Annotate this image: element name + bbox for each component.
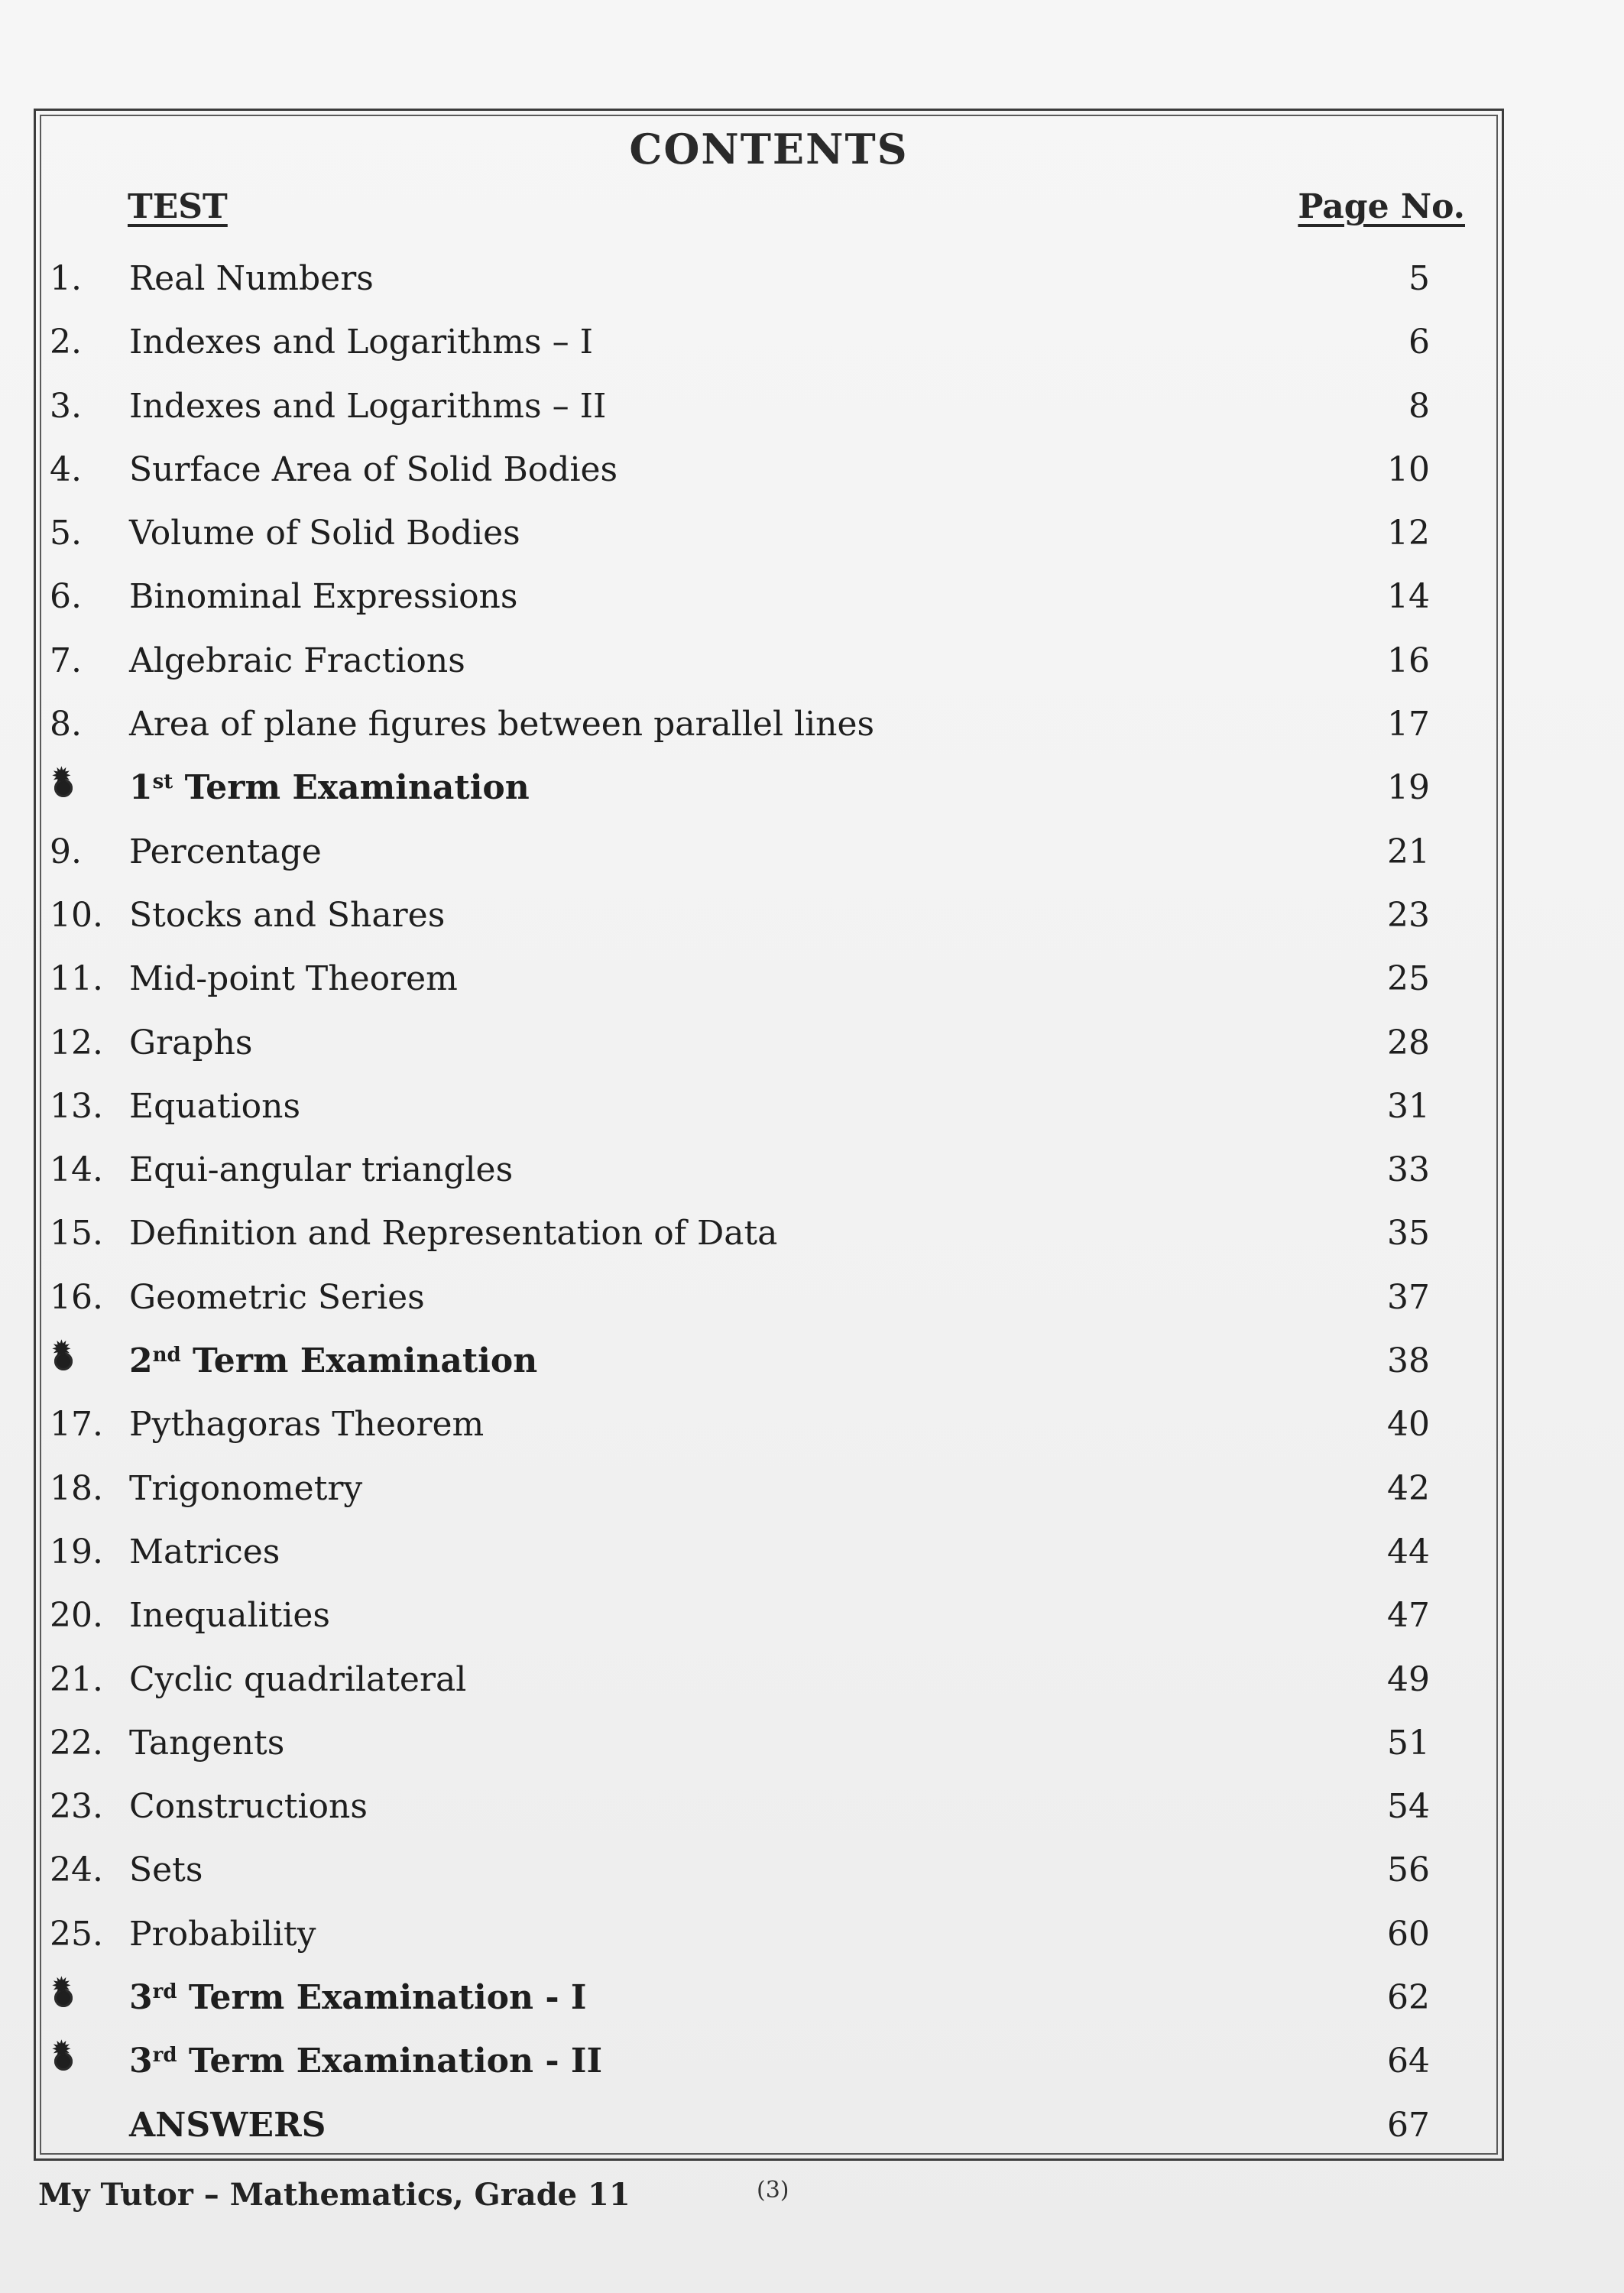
toc-row	[36, 501, 1502, 565]
toc-number: 24.	[50, 1850, 103, 1890]
term-ordinal: 3	[129, 2042, 153, 2081]
toc-number: 7.	[50, 641, 82, 680]
column-header-test: TEST	[128, 187, 228, 226]
toc-number: 14.	[50, 1150, 103, 1190]
column-header-page-no: Page No.	[1298, 187, 1465, 226]
toc-row	[36, 1329, 1502, 1393]
toc-row	[36, 2094, 1502, 2157]
toc-row	[36, 947, 1502, 1010]
term-ordinal: 2	[129, 1341, 153, 1381]
toc-row	[36, 438, 1502, 501]
term-ordinal: 3	[129, 1978, 153, 2018]
toc-title: Percentage	[129, 832, 322, 871]
toc-page-number: 6	[1408, 323, 1430, 362]
toc-page-number: 23	[1387, 895, 1430, 935]
toc-number: 5.	[50, 514, 82, 553]
toc-title: Algebraic Fractions	[129, 641, 465, 680]
toc-title: Volume of Solid Bodies	[129, 514, 520, 553]
toc-number: 15.	[50, 1214, 103, 1254]
column-header-row	[36, 187, 1502, 233]
footer-book-title: My Tutor – Mathematics, Grade 11	[38, 2177, 630, 2213]
toc-page-number: 14	[1387, 577, 1430, 617]
toc-row	[36, 1138, 1502, 1202]
toc-row	[36, 884, 1502, 947]
toc-title: Pythagoras Theorem	[129, 1405, 485, 1445]
toc-title: Real Numbers	[129, 259, 374, 298]
toc-title: Indexes and Logarithms – I	[129, 323, 593, 362]
toc-title: Definition and Representation of Data	[129, 1214, 778, 1254]
toc-row	[36, 1075, 1502, 1138]
toc-title: Surface Area of Solid Bodies	[129, 449, 618, 489]
toc-number: 17.	[50, 1405, 103, 1445]
toc-page-number: 62	[1387, 1978, 1430, 2018]
toc-number: 10.	[50, 895, 103, 935]
toc-page-number: 56	[1387, 1850, 1430, 1890]
toc-row	[36, 1648, 1502, 1711]
toc-list	[36, 247, 1502, 2157]
toc-page-number: 67	[1387, 2105, 1430, 2145]
toc-row	[36, 1266, 1502, 1329]
term-label: Term Examination - II	[177, 2042, 603, 2081]
toc-page-number: 25	[1387, 959, 1430, 999]
toc-number: 18.	[50, 1468, 103, 1508]
bullet-icon	[54, 1352, 73, 1370]
toc-number: 13.	[50, 1086, 103, 1126]
toc-row	[36, 629, 1502, 692]
toc-number: 23.	[50, 1787, 103, 1827]
toc-title: Equi-angular triangles	[129, 1150, 514, 1190]
toc-row	[36, 1838, 1502, 1902]
toc-title	[129, 1329, 537, 1393]
toc-page-number: 49	[1387, 1659, 1430, 1699]
toc-row	[36, 1011, 1502, 1075]
toc-page-number: 42	[1387, 1468, 1430, 1508]
toc-row	[36, 820, 1502, 884]
page-title: CONTENTS	[629, 125, 909, 174]
toc-page-number: 19	[1387, 768, 1430, 808]
bullet-icon	[54, 779, 73, 797]
toc-page-number: 37	[1387, 1277, 1430, 1317]
toc-title: Mid-point Theorem	[129, 959, 458, 999]
term-label: Term Examination - I	[177, 1978, 587, 2018]
toc-title	[129, 2029, 602, 2093]
toc-number: 12.	[50, 1023, 103, 1062]
term-ordinal: 1	[129, 768, 153, 808]
toc-row	[36, 310, 1502, 374]
toc-title: Area of plane figures between parallel lines	[129, 705, 875, 744]
term-label: Term Examination	[180, 1341, 538, 1381]
toc-row	[36, 1584, 1502, 1647]
toc-page-number: 51	[1387, 1723, 1430, 1763]
toc-row	[36, 1393, 1502, 1456]
toc-number: 22.	[50, 1723, 103, 1763]
toc-number: 2.	[50, 323, 82, 362]
toc-number: 6.	[50, 577, 82, 617]
toc-title: Equations	[129, 1086, 301, 1126]
term-ordinal-suffix: rd	[152, 1980, 177, 2004]
toc-number: 3.	[50, 386, 82, 426]
toc-number: 21.	[50, 1659, 103, 1699]
toc-title: Stocks and Shares	[129, 895, 446, 935]
toc-page-number: 8	[1408, 386, 1430, 426]
toc-page-number: 10	[1387, 449, 1430, 489]
toc-page-number: 28	[1387, 1023, 1430, 1062]
toc-page-number: 47	[1387, 1596, 1430, 1636]
toc-title: Cyclic quadrilateral	[129, 1659, 467, 1699]
toc-title: Probability	[129, 1914, 316, 1954]
toc-number: 4.	[50, 449, 82, 489]
toc-title: Graphs	[129, 1023, 253, 1062]
toc-row	[36, 1902, 1502, 1966]
toc-title: Trigonometry	[129, 1468, 363, 1508]
toc-title: Geometric Series	[129, 1277, 425, 1317]
toc-row	[36, 1202, 1502, 1265]
term-label: Term Examination	[173, 768, 530, 808]
toc-number: 8.	[50, 705, 82, 744]
toc-row	[36, 247, 1502, 310]
toc-row	[36, 375, 1502, 438]
toc-row	[36, 2029, 1502, 2093]
toc-row	[36, 1520, 1502, 1584]
term-ordinal-suffix: st	[152, 770, 173, 794]
term-ordinal-suffix: rd	[152, 2044, 177, 2068]
toc-title: Tangents	[129, 1723, 285, 1763]
toc-page-number: 40	[1387, 1405, 1430, 1445]
toc-page-number: 60	[1387, 1914, 1430, 1954]
toc-row	[36, 1775, 1502, 1838]
toc-number: 20.	[50, 1596, 103, 1636]
toc-title: Binominal Expressions	[129, 577, 518, 617]
toc-page-number: 33	[1387, 1150, 1430, 1190]
toc-page-number: 64	[1387, 2042, 1430, 2081]
toc-page-number: 31	[1387, 1086, 1430, 1126]
toc-title	[129, 1966, 587, 2029]
toc-row	[36, 1457, 1502, 1520]
toc-number: 16.	[50, 1277, 103, 1317]
toc-number: 9.	[50, 832, 82, 871]
toc-number: 19.	[50, 1532, 103, 1571]
toc-number: 25.	[50, 1914, 103, 1954]
toc-page-number: 17	[1387, 705, 1430, 744]
toc-title	[129, 756, 530, 819]
term-ordinal-suffix: nd	[152, 1344, 181, 1367]
toc-row	[36, 692, 1502, 756]
bullet-icon	[54, 2052, 73, 2071]
toc-page-number: 16	[1387, 641, 1430, 680]
toc-row	[36, 1711, 1502, 1775]
footer-page-number: (3)	[757, 2177, 789, 2204]
toc-page-number: 21	[1387, 832, 1430, 871]
toc-page-number: 38	[1387, 1341, 1430, 1381]
toc-title: Constructions	[129, 1787, 368, 1827]
toc-title: Indexes and Logarithms – II	[129, 386, 607, 426]
toc-page-number: 35	[1387, 1214, 1430, 1254]
toc-title: Inequalities	[129, 1596, 331, 1636]
toc-page-number: 44	[1387, 1532, 1430, 1571]
toc-number: 1.	[50, 259, 82, 298]
toc-page-number: 54	[1387, 1787, 1430, 1827]
toc-title: ANSWERS	[129, 2105, 326, 2145]
toc-row	[36, 1966, 1502, 2029]
toc-title: Matrices	[129, 1532, 280, 1571]
toc-row	[36, 756, 1502, 819]
toc-title: Sets	[129, 1850, 203, 1890]
toc-row	[36, 565, 1502, 628]
toc-page-number: 5	[1408, 259, 1430, 298]
contents-frame	[34, 109, 1504, 2161]
toc-page-number: 12	[1387, 514, 1430, 553]
bullet-icon	[54, 1989, 73, 2007]
toc-number: 11.	[50, 959, 103, 999]
